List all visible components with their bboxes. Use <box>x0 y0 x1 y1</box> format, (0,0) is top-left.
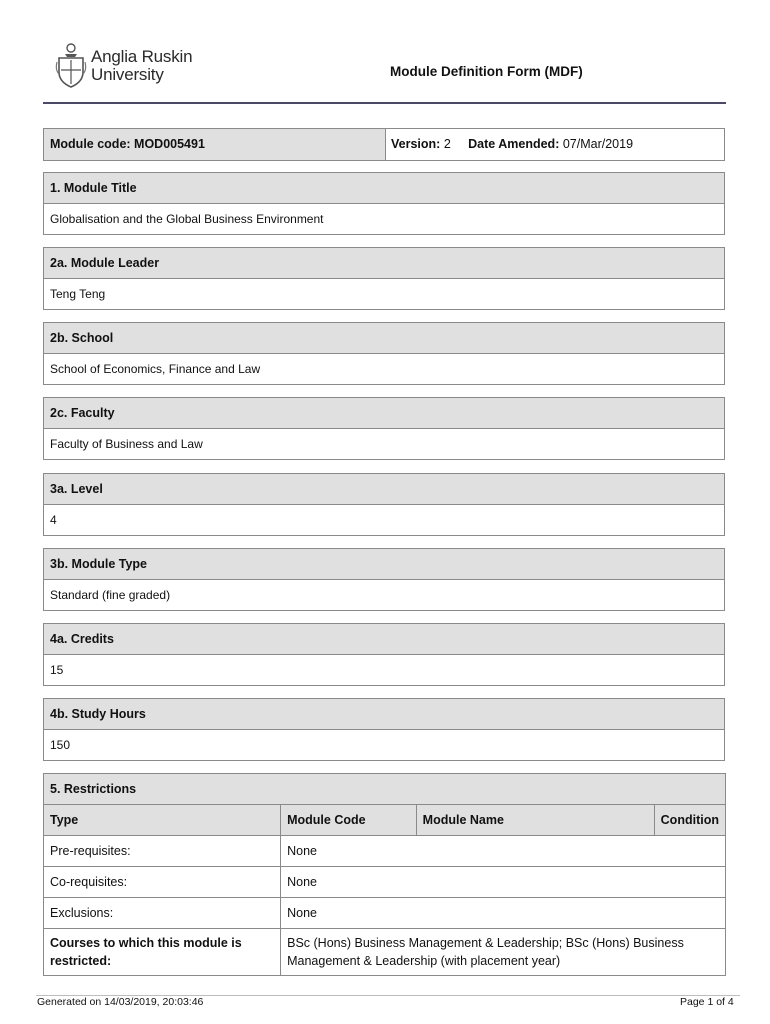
courses-restricted-label: Courses to which this module is restricted: <box>44 929 281 976</box>
row-type: Exclusions: <box>44 898 281 929</box>
version-value: 2 <box>443 137 451 151</box>
column-header-module-name: Module Name <box>416 805 654 836</box>
section-heading: 2c. Faculty <box>44 398 724 429</box>
section-study-hours <box>43 698 725 761</box>
section-value: 4 <box>50 513 57 527</box>
section-value: Standard (fine graded) <box>50 588 171 602</box>
column-header-condition: Condition <box>654 805 725 836</box>
section-value: 15 <box>50 663 64 677</box>
restrictions-heading: 5. Restrictions <box>44 774 726 805</box>
section-level <box>43 473 725 536</box>
header-divider <box>43 102 726 104</box>
section-heading: 2a. Module Leader <box>44 248 724 279</box>
logo-line-1: Anglia Ruskin <box>91 47 193 66</box>
section-heading: 3b. Module Type <box>44 549 724 580</box>
restrictions-heading-row <box>44 774 726 805</box>
date-amended-value: 07/Mar/2019 <box>562 137 634 151</box>
table-row <box>44 836 726 867</box>
section-module-type <box>43 548 725 611</box>
form-title: Module Definition Form (MDF) <box>390 64 583 79</box>
section-credits <box>43 623 725 686</box>
section-heading: 4b. Study Hours <box>44 699 724 730</box>
section-value: Faculty of Business and Law <box>50 437 203 451</box>
section-heading: 1. Module Title <box>44 173 724 204</box>
restrictions-table <box>43 773 726 976</box>
generated-timestamp: Generated on 14/03/2019, 20:03:46 <box>37 996 204 1008</box>
row-value: None <box>281 836 726 867</box>
university-logo <box>55 40 215 90</box>
table-row <box>44 867 726 898</box>
module-code-label: Module code: MOD005491 <box>44 129 386 160</box>
section-value: School of Economics, Finance and Law <box>50 362 261 376</box>
courses-restricted-value: BSc (Hons) Business Management & Leadership; BSc (Hons) Business Management & Leadership (with placement year) <box>281 929 726 976</box>
version-info <box>386 129 724 160</box>
version-label: Version: <box>391 137 441 151</box>
section-module-title <box>43 172 725 235</box>
logo-line-2: University <box>91 65 164 84</box>
row-value: None <box>281 867 726 898</box>
table-row <box>44 929 726 976</box>
logo-wordmark <box>91 48 192 84</box>
table-header-row <box>44 805 726 836</box>
row-type: Pre-requisites: <box>44 836 281 867</box>
section-value: 150 <box>50 738 71 752</box>
section-value: Teng Teng <box>50 287 106 301</box>
section-faculty <box>43 397 725 460</box>
row-type: Co-requisites: <box>44 867 281 898</box>
section-heading: 3a. Level <box>44 474 724 505</box>
table-row <box>44 898 726 929</box>
column-header-type: Type <box>44 805 281 836</box>
row-value: None <box>281 898 726 929</box>
section-heading: 2b. School <box>44 323 724 354</box>
column-header-module-code: Module Code <box>281 805 417 836</box>
date-amended-label: Date Amended: <box>468 137 560 151</box>
section-module-leader <box>43 247 725 310</box>
page-number: Page 1 of 4 <box>680 996 734 1008</box>
section-value: Globalisation and the Global Business Environment <box>50 212 324 226</box>
section-heading: 4a. Credits <box>44 624 724 655</box>
section-school <box>43 322 725 385</box>
module-code-box <box>43 128 725 161</box>
crest-icon <box>55 40 87 88</box>
